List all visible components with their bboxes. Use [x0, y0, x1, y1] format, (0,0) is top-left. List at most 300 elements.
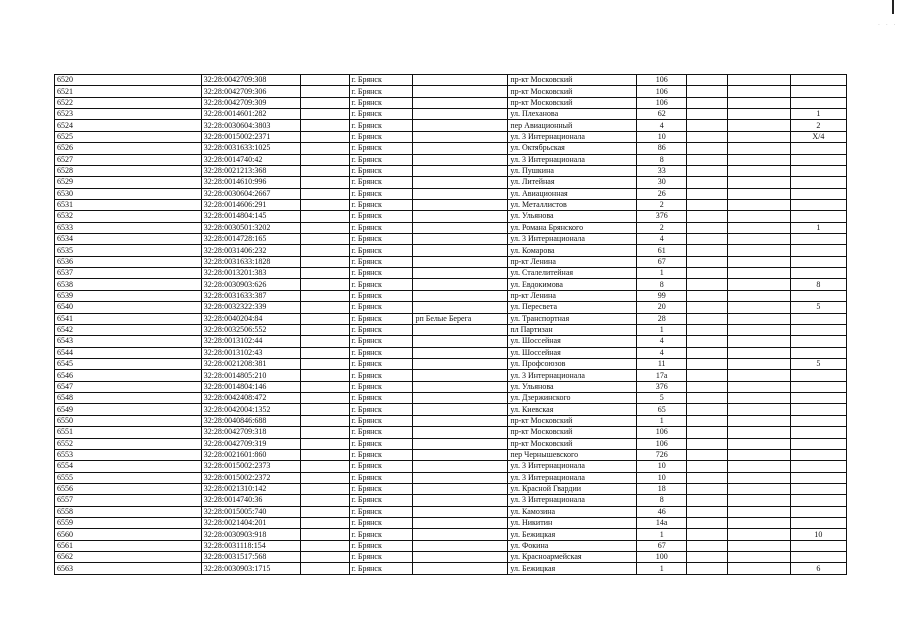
cadastral-number-cell: 32:28:0014610:996	[201, 177, 300, 188]
city-cell: г. Брянск	[349, 552, 413, 563]
empty-cell	[300, 290, 349, 301]
apartment-number-cell	[790, 438, 846, 449]
empty-cell	[300, 529, 349, 540]
street-cell: пр-кт Ленина	[508, 256, 637, 267]
empty-cell	[300, 245, 349, 256]
house-number-cell: 4	[637, 347, 687, 358]
settlement-cell	[413, 381, 508, 392]
house-number-cell: 8	[637, 495, 687, 506]
settlement-cell	[413, 472, 508, 483]
city-cell: г. Брянск	[349, 86, 413, 97]
empty-cell	[300, 563, 349, 574]
empty-cell	[727, 358, 790, 369]
empty-cell	[300, 109, 349, 120]
empty-cell	[300, 120, 349, 131]
apartment-number-cell	[790, 188, 846, 199]
apartment-number-cell	[790, 211, 846, 222]
empty-cell	[727, 154, 790, 165]
empty-cell	[727, 563, 790, 574]
record-number-cell: 6533	[55, 222, 202, 233]
cadastral-number-cell: 32:28:0015002:2371	[201, 131, 300, 142]
house-number-cell: 86	[637, 143, 687, 154]
empty-cell	[300, 211, 349, 222]
table-row	[55, 472, 847, 483]
apartment-number-cell	[790, 234, 846, 245]
street-cell: ул. Бежицкая	[508, 529, 637, 540]
apartment-number-cell	[790, 256, 846, 267]
empty-cell	[687, 449, 728, 460]
city-cell: г. Брянск	[349, 449, 413, 460]
settlement-cell	[413, 279, 508, 290]
settlement-cell: рп Белые Берега	[413, 313, 508, 324]
settlement-cell	[413, 120, 508, 131]
city-cell: г. Брянск	[349, 370, 413, 381]
empty-cell	[300, 336, 349, 347]
cadastral-number-cell: 32:28:0040204:84	[201, 313, 300, 324]
empty-cell	[300, 518, 349, 529]
table-row	[55, 324, 847, 335]
table-row	[55, 529, 847, 540]
apartment-number-cell	[790, 495, 846, 506]
cadastral-number-cell: 32:28:0042709:319	[201, 438, 300, 449]
city-cell: г. Брянск	[349, 177, 413, 188]
house-number-cell: 10	[637, 461, 687, 472]
empty-cell	[687, 222, 728, 233]
empty-cell	[687, 86, 728, 97]
settlement-cell	[413, 234, 508, 245]
table-row	[55, 438, 847, 449]
record-number-cell: 6563	[55, 563, 202, 574]
settlement-cell	[413, 222, 508, 233]
city-cell: г. Брянск	[349, 199, 413, 210]
house-number-cell: 1	[637, 268, 687, 279]
apartment-number-cell	[790, 483, 846, 494]
empty-cell	[727, 381, 790, 392]
settlement-cell	[413, 109, 508, 120]
settlement-cell	[413, 393, 508, 404]
empty-cell	[727, 415, 790, 426]
empty-cell	[687, 336, 728, 347]
settlement-cell	[413, 540, 508, 551]
apartment-number-cell	[790, 381, 846, 392]
table-row	[55, 199, 847, 210]
record-number-cell: 6554	[55, 461, 202, 472]
empty-cell	[687, 393, 728, 404]
table-row	[55, 393, 847, 404]
empty-cell	[727, 245, 790, 256]
cadastral-number-cell: 32:28:0015002:2372	[201, 472, 300, 483]
empty-cell	[727, 290, 790, 301]
apartment-number-cell	[790, 177, 846, 188]
empty-cell	[300, 495, 349, 506]
apartment-number-cell: 1	[790, 222, 846, 233]
street-cell: ул. Киевская	[508, 404, 637, 415]
settlement-cell	[413, 188, 508, 199]
empty-cell	[687, 290, 728, 301]
house-number-cell: 2	[637, 222, 687, 233]
street-cell: ул. Евдокимова	[508, 279, 637, 290]
empty-cell	[300, 222, 349, 233]
city-cell: г. Брянск	[349, 404, 413, 415]
empty-cell	[727, 222, 790, 233]
street-cell: ул. Никитин	[508, 518, 637, 529]
house-number-cell: 5	[637, 393, 687, 404]
city-cell: г. Брянск	[349, 188, 413, 199]
table-row	[55, 313, 847, 324]
settlement-cell	[413, 336, 508, 347]
apartment-number-cell	[790, 165, 846, 176]
cadastral-number-cell: 32:28:0014601:282	[201, 109, 300, 120]
apartment-number-cell: X/4	[790, 131, 846, 142]
street-cell: пр-кт Московский	[508, 438, 637, 449]
record-number-cell: 6546	[55, 370, 202, 381]
settlement-cell	[413, 86, 508, 97]
record-number-cell: 6535	[55, 245, 202, 256]
apartment-number-cell	[790, 97, 846, 108]
settlement-cell	[413, 324, 508, 335]
city-cell: г. Брянск	[349, 143, 413, 154]
cadastral-number-cell: 32:28:0014740:36	[201, 495, 300, 506]
empty-cell	[687, 199, 728, 210]
cadastral-number-cell: 32:28:0042709:306	[201, 86, 300, 97]
record-number-cell: 6561	[55, 540, 202, 551]
table-row	[55, 347, 847, 358]
house-number-cell: 10	[637, 472, 687, 483]
record-number-cell: 6562	[55, 552, 202, 563]
house-number-cell: 67	[637, 540, 687, 551]
empty-cell	[727, 483, 790, 494]
apartment-number-cell	[790, 461, 846, 472]
street-cell: ул. Плеханова	[508, 109, 637, 120]
empty-cell	[727, 393, 790, 404]
city-cell: г. Брянск	[349, 268, 413, 279]
empty-cell	[727, 461, 790, 472]
street-cell: ул. Ульянова	[508, 211, 637, 222]
empty-cell	[300, 234, 349, 245]
house-number-cell: 106	[637, 75, 687, 86]
page-corner-dots: · · ·	[878, 22, 898, 29]
empty-cell	[687, 427, 728, 438]
house-number-cell: 106	[637, 438, 687, 449]
table-row	[55, 234, 847, 245]
house-number-cell: 1	[637, 415, 687, 426]
table-row	[55, 256, 847, 267]
table-row	[55, 188, 847, 199]
record-number-cell: 6520	[55, 75, 202, 86]
house-number-cell: 1	[637, 529, 687, 540]
street-cell: ул. Авиационная	[508, 188, 637, 199]
city-cell: г. Брянск	[349, 381, 413, 392]
empty-cell	[300, 75, 349, 86]
empty-cell	[300, 188, 349, 199]
cadastral-number-cell: 32:28:0014606:291	[201, 199, 300, 210]
cadastral-number-cell: 32:28:0014728:165	[201, 234, 300, 245]
cadastral-number-cell: 32:28:0032506:552	[201, 324, 300, 335]
settlement-cell	[413, 495, 508, 506]
city-cell: г. Брянск	[349, 211, 413, 222]
table-row	[55, 245, 847, 256]
table-row	[55, 358, 847, 369]
empty-cell	[300, 143, 349, 154]
house-number-cell: 26	[637, 188, 687, 199]
empty-cell	[300, 324, 349, 335]
street-cell: ул. Ульянова	[508, 381, 637, 392]
empty-cell	[687, 302, 728, 313]
empty-cell	[727, 370, 790, 381]
house-number-cell: 106	[637, 86, 687, 97]
apartment-number-cell	[790, 324, 846, 335]
empty-cell	[300, 381, 349, 392]
empty-cell	[727, 472, 790, 483]
house-number-cell: 8	[637, 279, 687, 290]
empty-cell	[727, 120, 790, 131]
table-row	[55, 97, 847, 108]
city-cell: г. Брянск	[349, 427, 413, 438]
empty-cell	[687, 75, 728, 86]
settlement-cell	[413, 529, 508, 540]
street-cell: ул. Дзержинского	[508, 393, 637, 404]
record-number-cell: 6556	[55, 483, 202, 494]
house-number-cell: 65	[637, 404, 687, 415]
cadastral-number-cell: 32:28:0042709:308	[201, 75, 300, 86]
city-cell: г. Брянск	[349, 313, 413, 324]
street-cell: ул. Сталелитейная	[508, 268, 637, 279]
street-cell: пр-кт Московский	[508, 427, 637, 438]
empty-cell	[687, 211, 728, 222]
empty-cell	[300, 370, 349, 381]
city-cell: г. Брянск	[349, 415, 413, 426]
empty-cell	[727, 529, 790, 540]
table-row	[55, 177, 847, 188]
house-number-cell: 4	[637, 120, 687, 131]
empty-cell	[727, 336, 790, 347]
street-cell: ул. Пушкина	[508, 165, 637, 176]
record-number-cell: 6537	[55, 268, 202, 279]
record-number-cell: 6525	[55, 131, 202, 142]
house-number-cell: 62	[637, 109, 687, 120]
city-cell: г. Брянск	[349, 290, 413, 301]
apartment-number-cell	[790, 472, 846, 483]
settlement-cell	[413, 199, 508, 210]
street-cell: ул. Романа Брянского	[508, 222, 637, 233]
city-cell: г. Брянск	[349, 540, 413, 551]
record-number-cell: 6550	[55, 415, 202, 426]
record-number-cell: 6543	[55, 336, 202, 347]
table-row	[55, 154, 847, 165]
table-row	[55, 506, 847, 517]
record-number-cell: 6544	[55, 347, 202, 358]
city-cell: г. Брянск	[349, 165, 413, 176]
cadastral-number-cell: 32:28:0031118:154	[201, 540, 300, 551]
house-number-cell: 30	[637, 177, 687, 188]
empty-cell	[727, 199, 790, 210]
street-cell: ул. Шоссейная	[508, 336, 637, 347]
apartment-number-cell	[790, 506, 846, 517]
empty-cell	[300, 540, 349, 551]
apartment-number-cell: 8	[790, 279, 846, 290]
empty-cell	[727, 506, 790, 517]
empty-cell	[727, 540, 790, 551]
record-number-cell: 6527	[55, 154, 202, 165]
page-corner-mark	[892, 0, 894, 14]
registry-table-body	[55, 75, 847, 575]
apartment-number-cell: 1	[790, 109, 846, 120]
house-number-cell: 2	[637, 199, 687, 210]
table-row	[55, 268, 847, 279]
empty-cell	[687, 518, 728, 529]
apartment-number-cell: 10	[790, 529, 846, 540]
empty-cell	[687, 324, 728, 335]
street-cell: ул. Камозина	[508, 506, 637, 517]
street-cell: ул. Литейная	[508, 177, 637, 188]
empty-cell	[727, 143, 790, 154]
cadastral-number-cell: 32:28:0042709:318	[201, 427, 300, 438]
city-cell: г. Брянск	[349, 256, 413, 267]
city-cell: г. Брянск	[349, 336, 413, 347]
city-cell: г. Брянск	[349, 506, 413, 517]
cadastral-number-cell: 32:28:0021213:368	[201, 165, 300, 176]
apartment-number-cell	[790, 347, 846, 358]
house-number-cell: 11	[637, 358, 687, 369]
settlement-cell	[413, 211, 508, 222]
cadastral-number-cell: 32:28:0021404:201	[201, 518, 300, 529]
table-row	[55, 483, 847, 494]
empty-cell	[300, 427, 349, 438]
street-cell: ул. Красной Гвардии	[508, 483, 637, 494]
record-number-cell: 6559	[55, 518, 202, 529]
record-number-cell: 6548	[55, 393, 202, 404]
table-row	[55, 75, 847, 86]
city-cell: г. Брянск	[349, 75, 413, 86]
record-number-cell: 6530	[55, 188, 202, 199]
house-number-cell: 100	[637, 552, 687, 563]
empty-cell	[727, 302, 790, 313]
table-row	[55, 540, 847, 551]
empty-cell	[687, 245, 728, 256]
cadastral-number-cell: 32:28:0031633:387	[201, 290, 300, 301]
empty-cell	[687, 552, 728, 563]
record-number-cell: 6553	[55, 449, 202, 460]
record-number-cell: 6541	[55, 313, 202, 324]
street-cell: ул. Металлистов	[508, 199, 637, 210]
empty-cell	[300, 449, 349, 460]
house-number-cell: 1	[637, 563, 687, 574]
table-row	[55, 86, 847, 97]
table-row	[55, 518, 847, 529]
table-row	[55, 427, 847, 438]
city-cell: г. Брянск	[349, 438, 413, 449]
apartment-number-cell	[790, 154, 846, 165]
empty-cell	[727, 211, 790, 222]
apartment-number-cell	[790, 540, 846, 551]
empty-cell	[687, 165, 728, 176]
settlement-cell	[413, 290, 508, 301]
house-number-cell: 17а	[637, 370, 687, 381]
empty-cell	[687, 120, 728, 131]
empty-cell	[687, 483, 728, 494]
table-row	[55, 143, 847, 154]
apartment-number-cell	[790, 552, 846, 563]
cadastral-number-cell: 32:28:0030604:3803	[201, 120, 300, 131]
empty-cell	[300, 165, 349, 176]
street-cell: ул. Комарова	[508, 245, 637, 256]
record-number-cell: 6529	[55, 177, 202, 188]
apartment-number-cell: 5	[790, 302, 846, 313]
house-number-cell: 67	[637, 256, 687, 267]
settlement-cell	[413, 449, 508, 460]
empty-cell	[300, 461, 349, 472]
empty-cell	[727, 234, 790, 245]
empty-cell	[727, 518, 790, 529]
house-number-cell: 99	[637, 290, 687, 301]
empty-cell	[687, 347, 728, 358]
city-cell: г. Брянск	[349, 131, 413, 142]
record-number-cell: 6551	[55, 427, 202, 438]
house-number-cell: 14а	[637, 518, 687, 529]
record-number-cell: 6549	[55, 404, 202, 415]
cadastral-number-cell: 32:28:0042408:472	[201, 393, 300, 404]
empty-cell	[687, 234, 728, 245]
city-cell: г. Брянск	[349, 347, 413, 358]
record-number-cell: 6528	[55, 165, 202, 176]
settlement-cell	[413, 347, 508, 358]
record-number-cell: 6532	[55, 211, 202, 222]
apartment-number-cell	[790, 370, 846, 381]
street-cell: ул. Октябрьская	[508, 143, 637, 154]
street-cell: пер Авиационный	[508, 120, 637, 131]
settlement-cell	[413, 427, 508, 438]
empty-cell	[300, 256, 349, 267]
table-row	[55, 461, 847, 472]
cadastral-number-cell: 32:28:0030501:3202	[201, 222, 300, 233]
table-row	[55, 336, 847, 347]
house-number-cell: 61	[637, 245, 687, 256]
empty-cell	[300, 268, 349, 279]
empty-cell	[687, 109, 728, 120]
city-cell: г. Брянск	[349, 222, 413, 233]
cadastral-number-cell: 32:28:0031517:568	[201, 552, 300, 563]
apartment-number-cell	[790, 245, 846, 256]
cadastral-number-cell: 32:28:0015005:740	[201, 506, 300, 517]
street-cell: ул. Пересвета	[508, 302, 637, 313]
empty-cell	[727, 438, 790, 449]
record-number-cell: 6545	[55, 358, 202, 369]
house-number-cell: 28	[637, 313, 687, 324]
apartment-number-cell	[790, 268, 846, 279]
table-row	[55, 563, 847, 574]
record-number-cell: 6538	[55, 279, 202, 290]
street-cell: пр-кт Московский	[508, 97, 637, 108]
city-cell: г. Брянск	[349, 495, 413, 506]
empty-cell	[687, 358, 728, 369]
city-cell: г. Брянск	[349, 461, 413, 472]
settlement-cell	[413, 415, 508, 426]
table-row	[55, 404, 847, 415]
apartment-number-cell	[790, 427, 846, 438]
cadastral-number-cell: 32:28:0014804:146	[201, 381, 300, 392]
street-cell: ул. 3 Интернационала	[508, 154, 637, 165]
record-number-cell: 6552	[55, 438, 202, 449]
table-row	[55, 449, 847, 460]
empty-cell	[300, 131, 349, 142]
settlement-cell	[413, 165, 508, 176]
city-cell: г. Брянск	[349, 358, 413, 369]
empty-cell	[687, 472, 728, 483]
settlement-cell	[413, 268, 508, 279]
apartment-number-cell	[790, 86, 846, 97]
empty-cell	[687, 381, 728, 392]
empty-cell	[727, 188, 790, 199]
